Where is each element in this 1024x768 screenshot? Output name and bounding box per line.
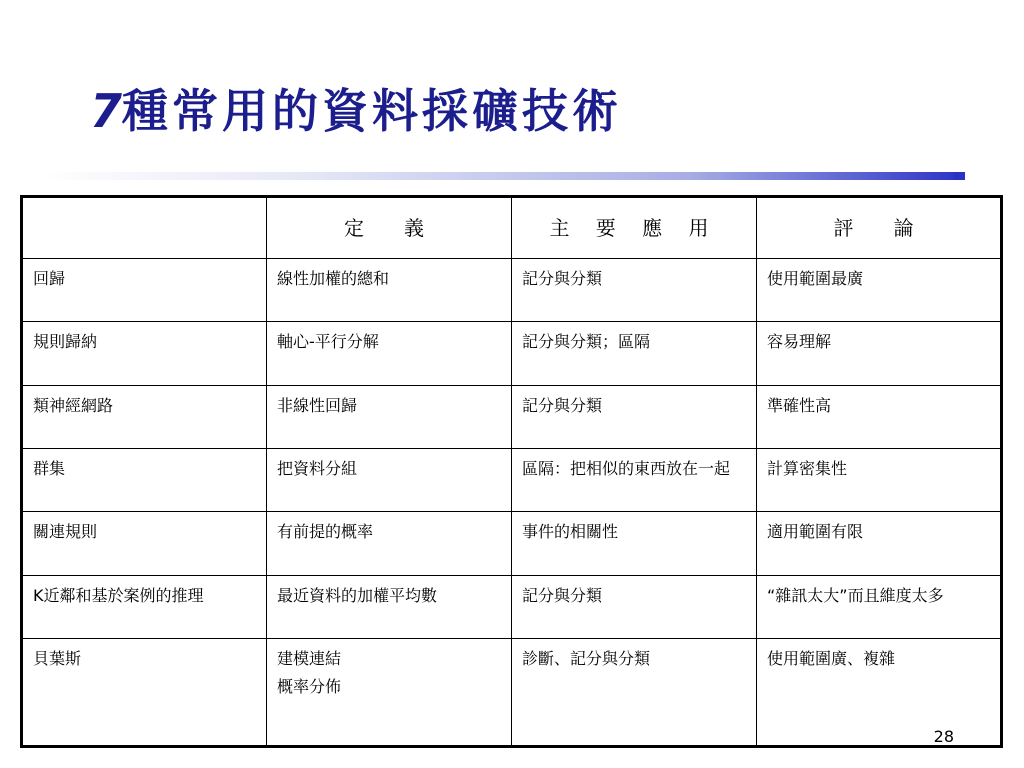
table-row: [22, 448, 1002, 511]
table-body: [22, 259, 1002, 747]
table-row: [22, 575, 1002, 638]
application-cell: 記分與分類；區隔: [512, 322, 757, 385]
technique-cell: 貝葉斯: [22, 638, 267, 746]
page-number: 28: [933, 727, 954, 746]
header-definition: 定 義: [267, 197, 512, 259]
application-cell: 診斷、記分與分類: [512, 638, 757, 746]
technique-cell: 回歸: [22, 259, 267, 322]
definition-cell: [267, 512, 512, 575]
table-row: [22, 512, 1002, 575]
comment-cell: “雜訊太大”而且維度太多: [757, 575, 1002, 638]
comment-cell: 計算密集性: [757, 448, 1002, 511]
comment-cell: 使用範圍廣、複雜: [757, 638, 1002, 746]
definition-cell: [267, 448, 512, 511]
comment-cell: 容易理解: [757, 322, 1002, 385]
table-row: [22, 259, 1002, 322]
definition-line: 非線性回歸: [277, 395, 358, 415]
application-cell: 區隔：把相似的東西放在一起: [512, 448, 757, 511]
table-row: [22, 638, 1002, 746]
application-cell: 記分與分類: [512, 575, 757, 638]
header-application: 主 要 應 用: [512, 197, 757, 259]
title-text: 種常用的資料採礦技術: [122, 84, 623, 138]
definition-line: 把資料分組: [277, 458, 358, 478]
technique-cell: 規則歸納: [22, 322, 267, 385]
header-comment: 評 論: [757, 197, 1002, 259]
definition-cell: [267, 259, 512, 322]
header-technique: [22, 197, 267, 259]
application-cell: 記分與分類: [512, 259, 757, 322]
definition-line: 最近資料的加權平均數: [277, 585, 438, 605]
application-cell: 事件的相關性: [512, 512, 757, 575]
technique-cell: 群集: [22, 448, 267, 511]
comment-cell: 使用範圍最廣: [757, 259, 1002, 322]
data-mining-techniques-table: [20, 195, 1003, 748]
definition-cell: [267, 638, 512, 746]
title-underline-rule: [40, 172, 965, 180]
definition-line: 軸心-平行分解: [277, 332, 379, 352]
technique-cell: 類神經網路: [22, 385, 267, 448]
definition-line: 有前提的概率: [277, 522, 374, 542]
table-row: [22, 385, 1002, 448]
definition-line: 建模連結: [277, 648, 342, 668]
technique-cell: 關連規則: [22, 512, 267, 575]
application-cell: 記分與分類: [512, 385, 757, 448]
comment-cell: 準確性高: [757, 385, 1002, 448]
definition-line: 概率分佈: [277, 676, 342, 696]
technique-cell: K近鄰和基於案例的推理: [22, 575, 267, 638]
definition-cell: [267, 322, 512, 385]
definition-cell: [267, 385, 512, 448]
title-number: 7: [90, 84, 123, 138]
table-row: [22, 322, 1002, 385]
title-rule-end-block: [953, 172, 965, 180]
comment-cell: 適用範圍有限: [757, 512, 1002, 575]
slide-title: [90, 84, 623, 138]
definition-line: 線性加權的總和: [277, 269, 390, 288]
definition-cell: [267, 575, 512, 638]
table-header-row: [22, 197, 1002, 259]
